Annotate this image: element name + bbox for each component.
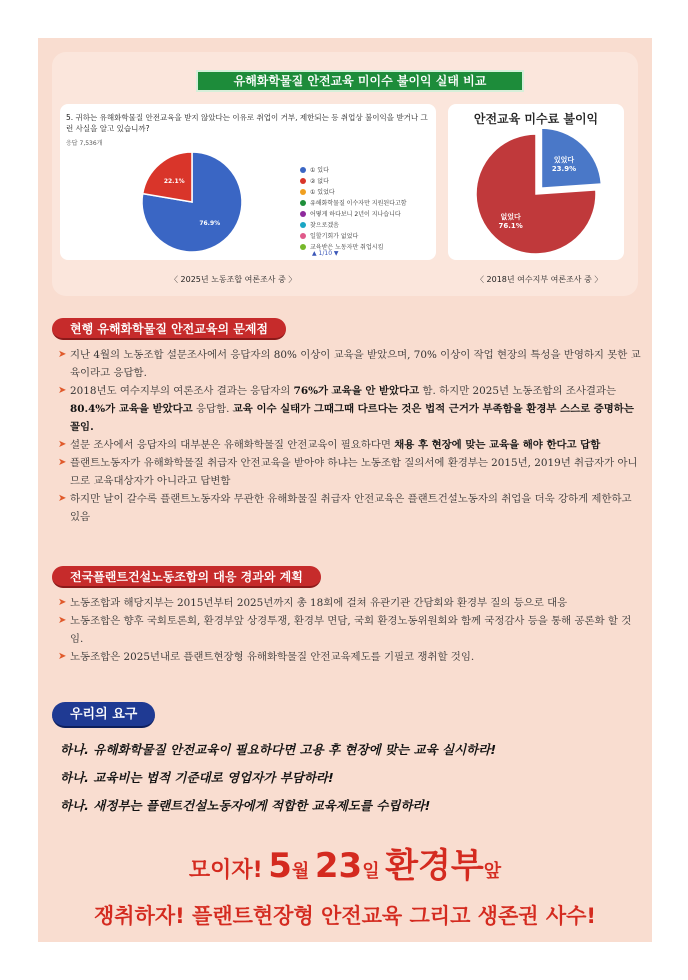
pie-chart-2025 [128,144,258,256]
pie-data-label: 23.9% [551,164,577,173]
bullet-emphasis: 76%가 교육을 안 받았다고 [293,385,420,397]
legend-swatch [300,244,306,250]
rally-month-num: 5 [268,846,292,886]
section-problems-title: 현행 유해화학물질 안전교육의 문제점 [52,318,286,340]
legend-swatch [300,178,306,184]
bullet-text: 2018년도 여수지부의 여론조사 결과는 응답자의 [70,385,294,397]
legend-item [300,164,407,175]
legend-pager[interactable]: ▲ 1/10 ▼ [312,250,339,257]
legend-label: 어떻게 하다보니 2년이 지나습니다 [310,211,401,218]
legend-swatch [300,189,306,195]
bullet-item [58,490,644,526]
section-response-title: 전국플랜트건설노동조합의 대응 경과와 계획 [52,566,321,588]
legend-swatch [300,222,306,228]
demands-title: 우리의 요구 [52,702,155,728]
bullet-text: 설문 조사에서 응답자의 대부분은 유해화학물질 안전교육이 필요하다면 [70,439,395,451]
legend-label: 일할기회가 없었다 [310,233,359,240]
bullet-item [58,436,644,454]
caption-2025: 〈 2025년 노동조합 여론조사 중 〉 [170,275,297,284]
legend-item [300,208,407,219]
legend-label: 유해화학물질 이수자만 지원된다고함 [310,200,407,207]
bullet-text: 하지만 날이 갈수록 플랜트노동자와 무관한 유해화물질 취급자 안전교육은 플랜트건설노동자의 취업을 더욱 강하게 제한하고 있음 [70,493,632,523]
bullet-text: 지난 4월의 노동조합 설문조사에서 응답자의 80% 이상이 교육을 받았으며, 70% 이상이 작업 현장의 특성을 반영하지 못한 교육이라고 응답함. [70,349,641,379]
legend-label: 찾으로겠음 [310,222,339,229]
bullet-item [58,382,644,436]
pie-data-label: 76.1% [498,222,523,231]
bullet-text: 응답함. [192,403,233,415]
survey-2025-card [60,104,436,260]
arrow-icon: ➤ [58,651,67,662]
arrow-icon: ➤ [58,597,67,608]
survey-comparison-panel [52,52,638,296]
legend-label: 교육받은 노동자만 취업시킴 [310,244,384,251]
rally-day-num: 23 [314,846,363,886]
bullet-emphasis: 교육 이수 실태가 그때그때 다르다는 것은 법적 근거가 부족함을 환경부 스스로 증명하는 꼴임. [70,403,634,433]
rally-gather: 모이자! [188,858,263,883]
legend-swatch [300,233,306,239]
survey-title: 유해화학물질 안전교육 미이수 불이익 실태 비교 [196,70,524,92]
arrow-icon: ➤ [58,439,67,450]
legend-swatch [300,211,306,217]
bullet-text: 노동조합은 2025년내로 플랜트현장형 유해화학물질 안전교육제도를 기필코 쟁취할 것임. [70,651,475,663]
rally-front: 앞 [483,861,502,882]
pie-data-label: 있었다 [553,155,575,164]
rally-line-2: 쟁취하자! 플랜트현장형 안전교육 그리고 생존권 사수! [94,904,596,928]
arrow-icon: ➤ [58,493,67,504]
demand-item-2: 하나. 교육비는 법적 기준대로 영업자가 부담하라! [60,770,334,785]
legend-item [300,219,407,230]
arrow-icon: ➤ [58,385,67,396]
bullet-item [58,454,644,490]
legend-item [300,186,407,197]
arrow-icon: ➤ [58,349,67,360]
legend-swatch [300,167,306,173]
legend-item [300,230,407,241]
bullet-text: 플랜트노동자가 유해화학물질 취급자 안전교육을 받아야 하냐는 노동조합 질의서에 환경부는 2015년, 2019년 취급자가 아니므로 교육대상자가 아니라고 답변함 [70,457,638,487]
legend-item [300,175,407,186]
bullet-emphasis: 80.4%가 교육을 받았다고 [70,403,193,415]
rally-line-1 [38,838,652,887]
pie-data-label: 없었다 [500,213,521,222]
arrow-icon: ➤ [58,457,67,468]
pie-data-label: 22.1% [163,177,185,185]
bullet-text: 노동조합은 향후 국회토론회, 환경부앞 상경투쟁, 환경부 면담, 국회 환경노동위원회와 함께 국정감사 등을 통해 공론화 할 것임. [70,615,632,645]
bullet-text: 함. 하지만 2025년 노동조합의 조사결과는 [419,385,616,397]
survey-question: 5. 귀하는 유해화학물질 안전교육을 받지 않았다는 이유로 취업이 거부, 제한되는 등 취업상 불이익을 받거나 그런 사실을 알고 있습니까? [66,113,428,133]
survey-2018-card [448,104,624,260]
pie-data-label: 76.9% [199,220,221,228]
rally-ministry: 환경부 [385,846,484,886]
demand-item-3: 하나. 새정부는 플랜트건설노동자에게 적합한 교육제도를 수립하라! [60,798,431,813]
pager-text: 1/10 [318,250,333,257]
demand-item-1: 하나. 유해화학물질 안전교육이 필요하다면 고용 후 현장에 맞는 교육 실시하라! [60,742,497,757]
chart-2018-title: 안전교육 미수료 불이익 [473,112,599,126]
legend-label: ① 있었다 [310,189,335,196]
legend-label: ① 있다 [310,167,329,174]
caption-2018: 〈 2018년 여수지부 여론조사 중 〉 [476,275,603,284]
bullet-item [58,612,644,648]
rally-month: 월 [291,861,310,882]
problems-list [58,346,644,526]
legend-swatch [300,200,306,206]
pie-legend [300,164,407,252]
legend-item [300,197,407,208]
bullet-text: 노동조합과 해당지부는 2015년부터 2025년까지 총 18회에 걸쳐 유관기관 간담회와 환경부 질의 등으로 대응 [70,597,568,609]
bullet-emphasis: 채용 후 현장에 맞는 교육을 해야 한다고 답함 [394,439,601,451]
rally-day: 일 [362,861,380,882]
arrow-icon: ➤ [58,615,67,626]
flyer-page [38,38,652,942]
pie-chart-2018 [448,128,624,258]
bullet-item [58,346,644,382]
response-count: 응답 7,536개 [66,140,103,147]
response-list [58,594,644,666]
legend-label: ② 없다 [310,178,329,185]
bullet-item [58,648,644,666]
bullet-item [58,594,644,612]
